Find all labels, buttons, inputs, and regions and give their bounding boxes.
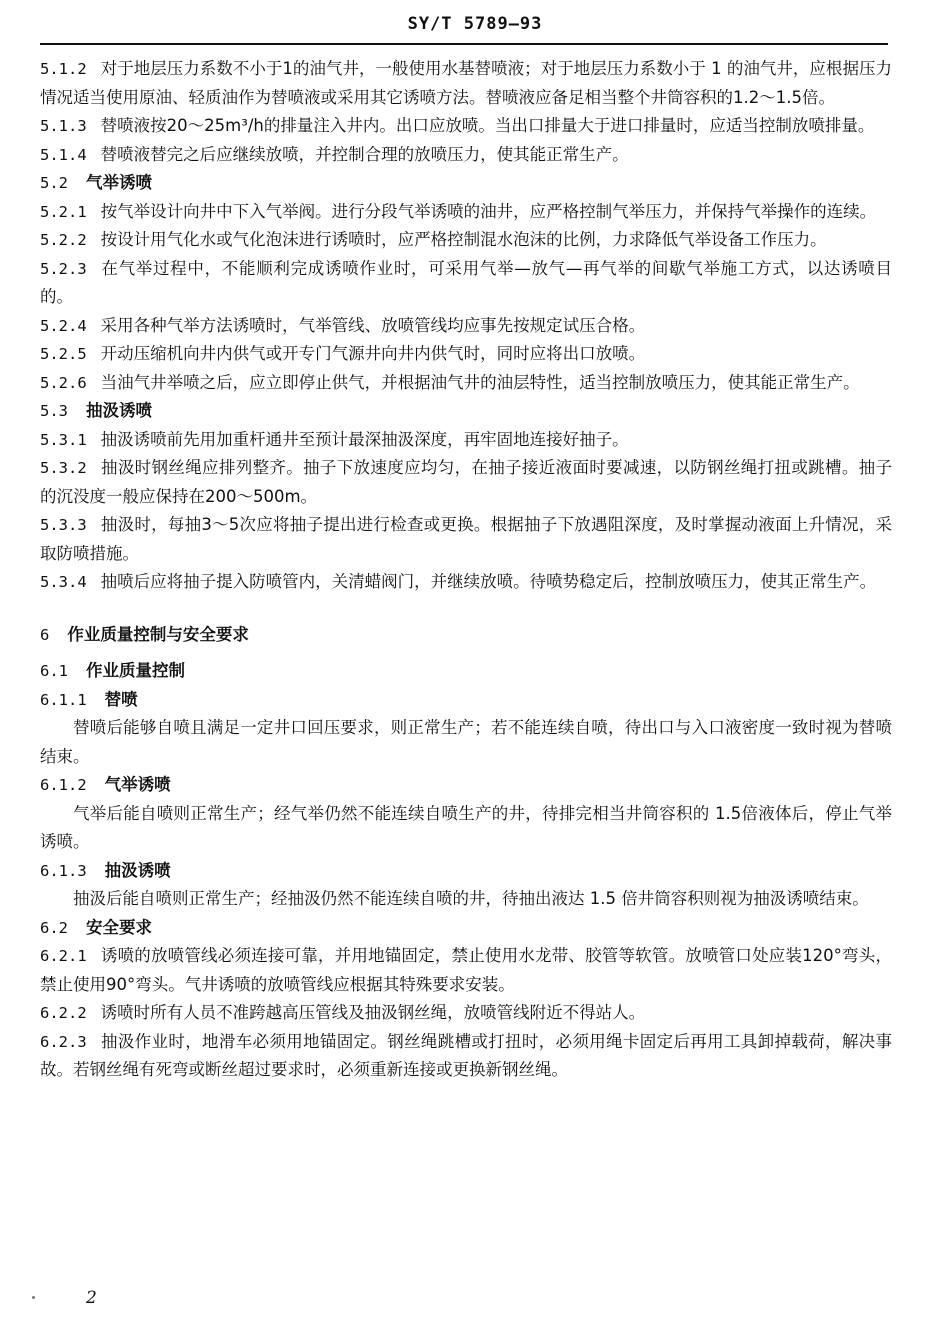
- clause-number: 6.2.1: [40, 947, 87, 965]
- document-body: [40, 55, 892, 1085]
- clause-6-2-1: [40, 942, 892, 999]
- section-number: 5.2: [40, 174, 68, 192]
- clause-5-2-2: [40, 226, 892, 255]
- subsection-title: 抽汲诱喷: [104, 860, 171, 880]
- clause-number: 5.2.4: [40, 316, 87, 335]
- clause-5-1-4: [40, 141, 892, 170]
- clause-text: 抽汲时，每抽3～5次应将抽子提出进行检查或更换。根据抽子下放遇阻深度，及时掌握动液面上升情况，采取防喷措施。: [40, 515, 892, 563]
- clause-number: 5.2.3: [40, 259, 87, 278]
- clause-number: 5.3.4: [40, 573, 87, 591]
- clause-6-2-3: [40, 1028, 892, 1085]
- section-5-2-heading: [40, 169, 892, 198]
- section-title: 抽汲诱喷: [86, 401, 152, 420]
- clause-text: 抽汲作业时，地滑车必须用地锚固定。钢丝绳跳槽或打扭时，必须用绳卡固定后再用工具卸掉载荷，解决事故。若钢丝绳有死弯或断丝超过要求时，必须重新连接或更换新钢丝绳。: [40, 1031, 892, 1079]
- paragraph-6-1-2: 气举后能自喷则正常生产；经气举仍然不能连续自喷生产的井，待排完相当井筒容积的 1.5倍液体后，停止气举诱喷。: [40, 803, 892, 851]
- section-number: 6.2: [40, 918, 68, 937]
- clause-text: 开动压缩机向井内供气或开专门气源井向井内供气时，同时应将出口放喷。: [100, 344, 646, 363]
- subsection-6-1-1-heading: [40, 686, 892, 715]
- paragraph-6-1-3: 抽汲后能自喷则正常生产；经抽汲仍然不能连续自喷的井，待抽出液达 1.5 倍井筒容积则视为抽汲诱喷结束。: [73, 889, 869, 908]
- clause-text: 在气举过程中，不能顺利完成诱喷作业时，可采用气举—放气—再气举的间歇气举施工方式，以达诱喷目的。: [40, 258, 892, 306]
- clause-5-2-4: [40, 312, 892, 341]
- section-number: 5.3: [40, 402, 68, 420]
- clause-number: 5.2.5: [40, 345, 87, 363]
- subsection-6-1-2-heading: [40, 771, 892, 800]
- section-5-3-heading: [40, 397, 892, 426]
- clause-5-2-3: [40, 255, 892, 312]
- clause-number: 5.3.3: [40, 516, 87, 534]
- section-6-2-heading: [40, 914, 892, 943]
- section-6-1-heading: [40, 657, 892, 686]
- clause-5-1-3: [40, 112, 892, 141]
- clause-number: 6.2.3: [40, 1032, 87, 1051]
- paragraph-6-1-1: 替喷后能够自喷且满足一定井口回压要求，则正常生产；若不能连续自喷，待出口与入口液密度一致时视为替喷结束。: [40, 718, 892, 766]
- subsection-title: 替喷: [104, 689, 138, 709]
- standard-number-header: SY/T 5789—93: [407, 14, 543, 34]
- clause-5-1-2: [40, 55, 892, 112]
- clause-text: 采用各种气举方法诱喷时，气举管线、放喷管线均应事先按规定试压合格。: [100, 315, 646, 335]
- chapter-heading-spacer: [40, 649, 892, 657]
- clause-text: 替喷液按20～25m³/h的排量注入井内。出口应放喷。当出口排量大于进口排量时，应适当控制放喷排量。: [100, 116, 875, 135]
- chapter-number: 6: [40, 625, 50, 644]
- section-number: 6.1: [40, 662, 68, 680]
- clause-number: 5.1.2: [40, 60, 87, 78]
- clause-5-3-4: [40, 568, 892, 597]
- clause-number: 6.2.2: [40, 1004, 87, 1022]
- clause-6-2-2: [40, 999, 892, 1028]
- page-number: 2: [86, 1288, 97, 1308]
- subsection-number: 6.1.3: [40, 861, 87, 880]
- section-title: 作业质量控制: [86, 661, 185, 680]
- clause-5-2-5: [40, 340, 892, 369]
- clause-text: 按气举设计向井中下入气举阀。进行分段气举诱喷的油井，应严格控制气举压力，并保持气举操作的连续。: [100, 201, 877, 221]
- subsection-title: 气举诱喷: [104, 775, 171, 794]
- subsection-6-1-3-heading: [40, 857, 892, 886]
- clause-text: 抽喷后应将抽子提入防喷管内，关清蜡阀门，并继续放喷。待喷势稳定后，控制放喷压力，使其正常生产。: [100, 572, 877, 591]
- clause-number: 5.1.4: [40, 145, 87, 164]
- clause-5-2-6: [40, 369, 892, 398]
- header-rule: [40, 43, 888, 45]
- clause-text: 按设计用气化水或气化泡沫进行诱喷时，应严格控制混水泡沫的比例，力求降低气举设备工作压力。: [100, 230, 827, 249]
- clause-number: 5.2.1: [40, 202, 87, 221]
- clause-text: 抽汲诱喷前先用加重杆通井至预计最深抽汲深度，再牢固地连接好抽子。: [100, 429, 629, 449]
- clause-5-3-3: [40, 511, 892, 568]
- subsection-number: 6.1.2: [40, 776, 87, 794]
- clause-5-3-1: [40, 426, 892, 455]
- clause-number: 5.2.6: [40, 373, 87, 392]
- section-title: 气举诱喷: [86, 173, 152, 192]
- subsection-number: 6.1.1: [40, 690, 87, 709]
- section-title: 安全要求: [86, 917, 152, 937]
- scan-speck: [32, 1296, 35, 1299]
- chapter-6-heading: [40, 621, 892, 650]
- clause-text: 诱喷时所有人员不准跨越高压管线及抽汲钢丝绳，放喷管线附近不得站人。: [100, 1003, 646, 1022]
- clause-number: 5.2.2: [40, 231, 87, 249]
- clause-text: 当油气井举喷之后，应立即停止供气，并根据油气井的油层特性，适当控制放喷压力，使其能正常生产。: [100, 372, 860, 392]
- clause-number: 5.3.1: [40, 430, 87, 449]
- clause-5-2-1: [40, 198, 892, 227]
- chapter-title: 作业质量控制与安全要求: [67, 624, 249, 644]
- clause-text: 诱喷的放喷管线必须连接可靠，并用地锚固定，禁止使用水龙带、胶管等软管。放喷管口处应装120°弯头，禁止使用90°弯头。气井诱喷的放喷管线应根据其特殊要求安装。: [40, 946, 892, 994]
- chapter-spacer: [40, 597, 892, 621]
- clause-text: 替喷液替完之后应继续放喷，并控制合理的放喷压力，使其能正常生产。: [100, 144, 629, 164]
- clause-5-3-2: [40, 454, 892, 511]
- clause-number: 5.1.3: [40, 117, 87, 135]
- clause-number: 5.3.2: [40, 459, 87, 477]
- clause-text: 抽汲时钢丝绳应排列整齐。抽子下放速度应均匀，在抽子接近液面时要减速，以防钢丝绳打扭或跳槽。抽子的沉没度一般应保持在200～500m。: [40, 458, 892, 506]
- clause-text: 对于地层压力系数不小于1的油气井，一般使用水基替喷液；对于地层压力系数小于 1 的油气井，应根据压力情况适当使用原油、轻质油作为替喷液或采用其它诱喷方法。替喷液应备足相当整个井筒容积的1.2～1.5倍。: [40, 59, 892, 107]
